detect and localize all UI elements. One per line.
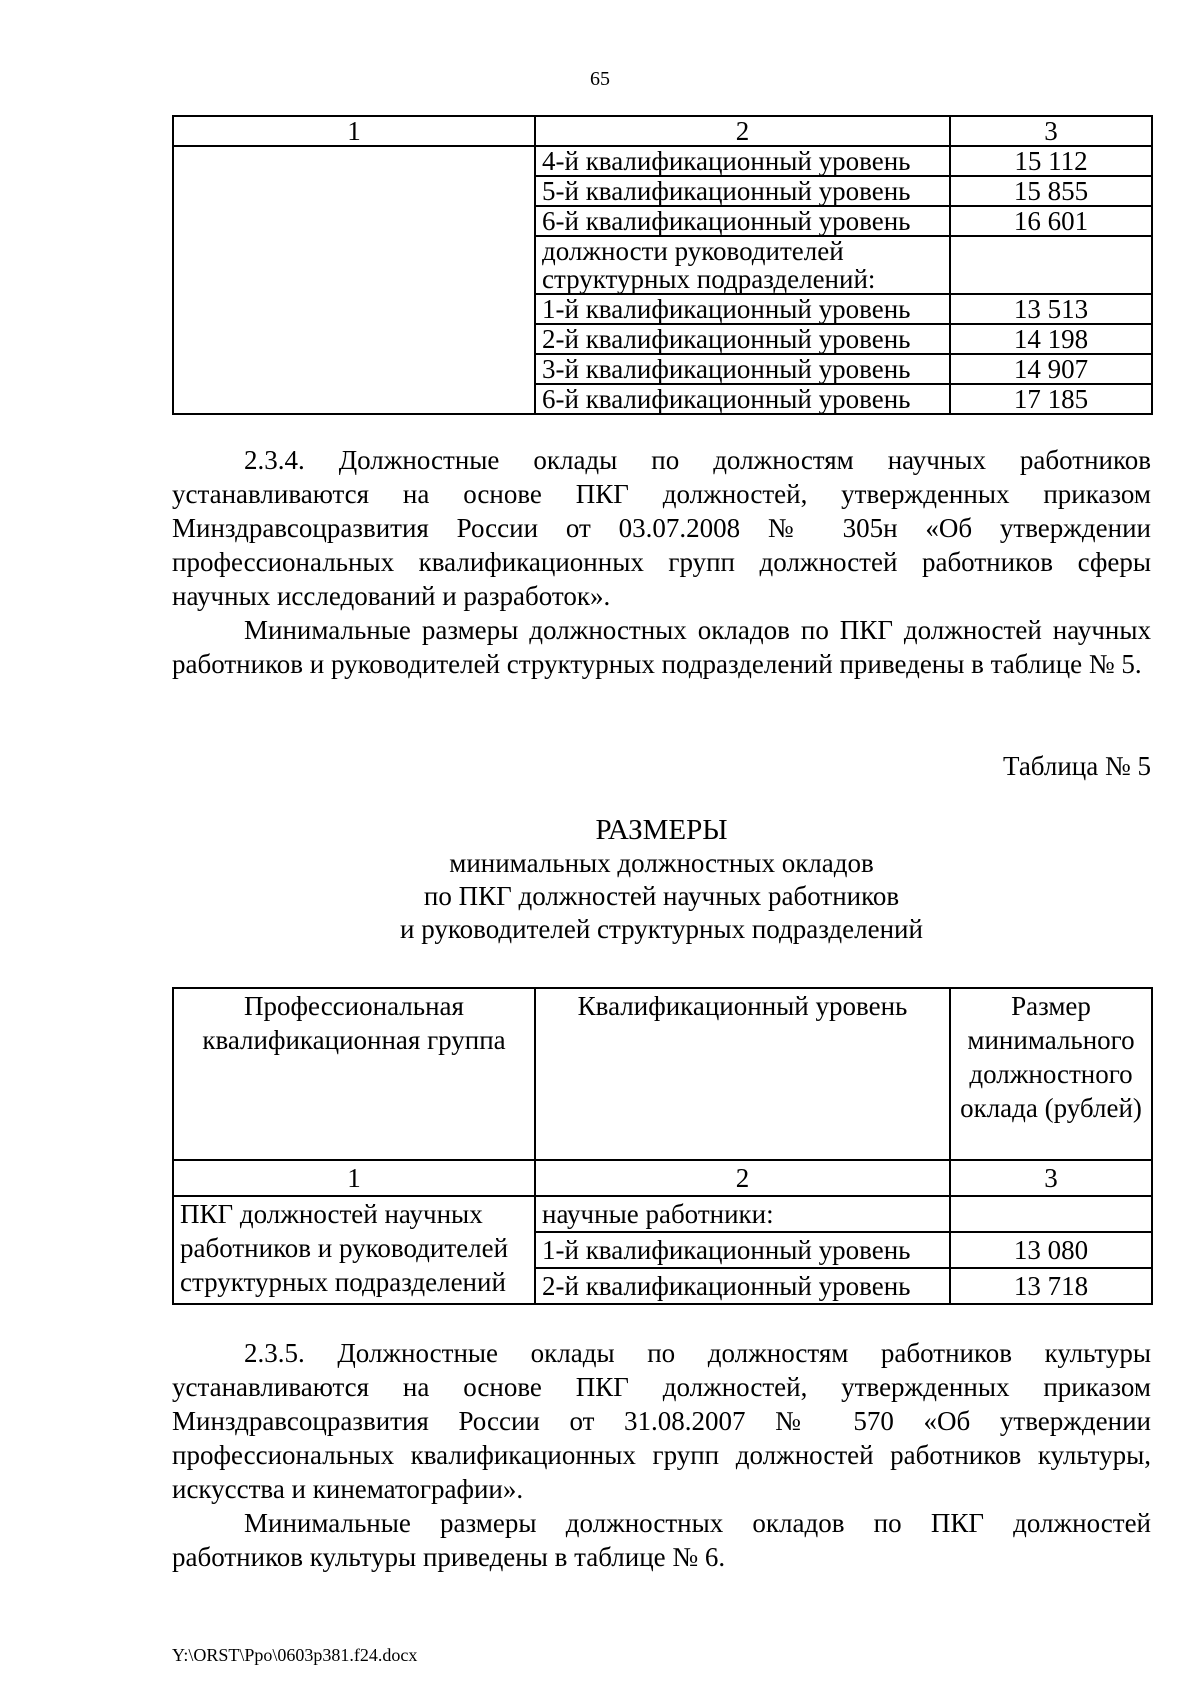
column-number: 3: [950, 1160, 1152, 1196]
table-5: [172, 987, 1153, 1305]
page-number: 65: [590, 68, 610, 90]
qualification-level: 3-й квалификационный уровень: [535, 354, 950, 384]
column-number: 2: [535, 116, 950, 146]
column-header: Размер минимального должностного оклада (рублей): [950, 988, 1152, 1160]
table-5-title-line: по ПКГ должностей научных работников: [423, 881, 900, 911]
column-number: 1: [173, 116, 535, 146]
salary-amount: 15 112: [950, 146, 1152, 176]
column-header: Квалификационный уровень: [535, 988, 950, 1160]
salary-amount: 17 185: [950, 384, 1152, 414]
salary-amount: [950, 236, 1152, 294]
salary-amount: 15 855: [950, 176, 1152, 206]
qualification-level: 4-й квалификационный уровень: [535, 146, 950, 176]
table-header-row: [173, 988, 1152, 1160]
table-row: [173, 1196, 1152, 1232]
group-cell: [173, 146, 535, 414]
table-header-row: [173, 116, 1152, 146]
salary-table-continuation: [172, 115, 1153, 415]
salary-amount: 16 601: [950, 206, 1152, 236]
qualification-level: 2-й квалификационный уровень: [535, 324, 950, 354]
table-5-title-line: минимальных должностных окладов: [449, 848, 874, 878]
qualification-level: 2-й квалификационный уровень: [535, 1268, 950, 1304]
salary-amount: [950, 1196, 1152, 1232]
table-row: [173, 146, 1152, 176]
salary-amount: 14 198: [950, 324, 1152, 354]
qualification-level: 1-й квалификационный уровень: [535, 1232, 950, 1268]
document-file-path: Y:\ORST\Ppo\0603p381.f24.docx: [172, 1645, 418, 1665]
section-2-3-5-paragraph: 2.3.5. Должностные оклады по должностям работников культуры устанавливаются на основе ПКГ должностей, утвержденных приказом Минздравсоцразвития России от 31.08.2007 № 570 «Об утверждении профессиональных квалификационных групп должностей работников культуры, искусства и кинематографии».: [172, 1338, 1151, 1504]
subgroup-heading: научные работники:: [535, 1196, 950, 1232]
section-2-3-5-reference-paragraph: Минимальные размеры должностных окладов по ПКГ должностей работников культуры приведены в таблице № 6.: [172, 1508, 1151, 1572]
column-number: 1: [173, 1160, 535, 1196]
section-2-3-4-reference-paragraph: Минимальные размеры должностных окладов по ПКГ должностей научных работников и руководителей структурных подразделений приведены в таблице № 5.: [172, 615, 1151, 679]
section-2-3-4-paragraph: 2.3.4. Должностные оклады по должностям научных работников устанавливаются на основе ПКГ должностей, утвержденных приказом Минздравсоцразвития России от 03.07.2008 № 305н «Об утверждении профессиональных квалификационных групп должностей работников сферы научных исследований и разработок».: [172, 445, 1151, 611]
column-header: Профессиональная квалификационная группа: [173, 988, 535, 1160]
column-number: 3: [950, 116, 1152, 146]
salary-amount: 14 907: [950, 354, 1152, 384]
column-number: 2: [535, 1160, 950, 1196]
subgroup-heading: должности руководителей структурных подразделений:: [535, 236, 950, 294]
qualification-level: 6-й квалификационный уровень: [535, 384, 950, 414]
table-5-title: [172, 814, 1151, 946]
salary-amount: 13 513: [950, 294, 1152, 324]
qualification-level: 1-й квалификационный уровень: [535, 294, 950, 324]
group-name: ПКГ должностей научных работников и руководителей структурных подразделений: [173, 1196, 535, 1304]
qualification-level: 6-й квалификационный уровень: [535, 206, 950, 236]
table-5-title-line: и руководителей структурных подразделений: [400, 914, 923, 944]
salary-amount: 13 080: [950, 1232, 1152, 1268]
qualification-level: 5-й квалификационный уровень: [535, 176, 950, 206]
table-5-label: Таблица № 5: [1003, 751, 1151, 781]
table-5-title-main: РАЗМЕРЫ: [595, 814, 728, 846]
table-number-row: [173, 1160, 1152, 1196]
salary-amount: 13 718: [950, 1268, 1152, 1304]
